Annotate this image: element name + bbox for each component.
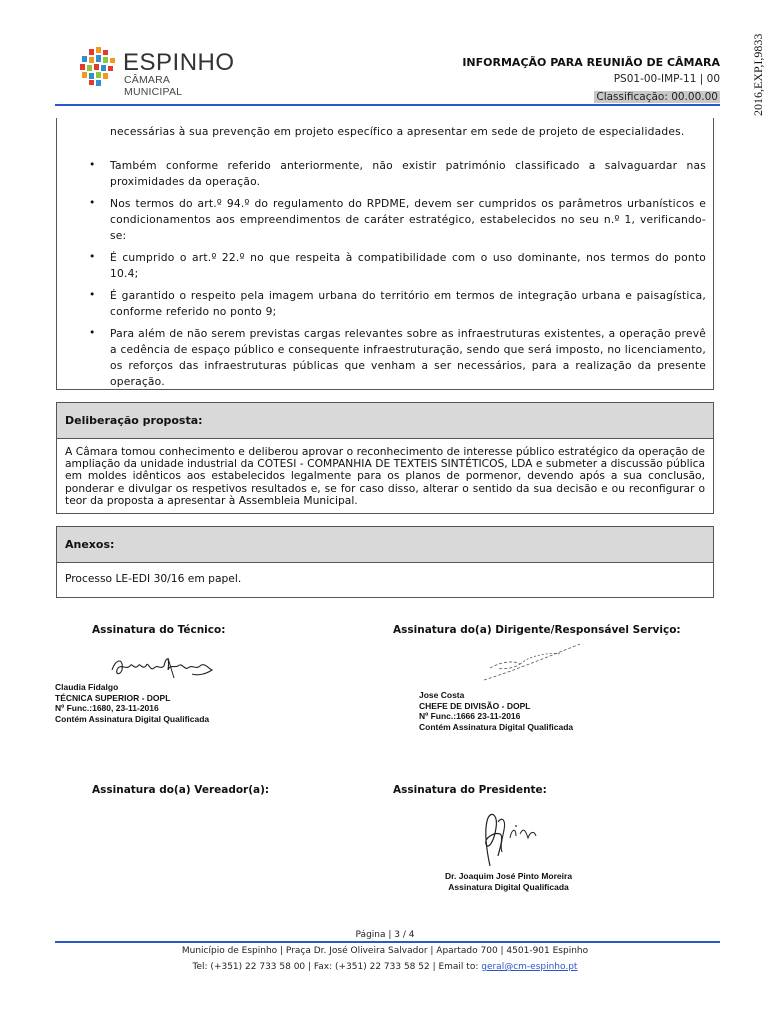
bullet-icon: •: [89, 326, 96, 339]
president-name: Dr. Joaquim José Pinto Moreira: [445, 871, 573, 881]
technician-role: TÉCNICA SUPERIOR - DOPL: [55, 692, 171, 703]
continued-paragraph: necessárias à sua prevenção em projeto específico a apresentar em sede de projeto de especialidades.: [110, 125, 685, 138]
list-item-text: Também conforme referido anteriormente, não existir património classificado a salvaguardar nas proximidades da operação.: [110, 159, 706, 188]
footer-address: Município de Espinho | Praça Dr. José Oliveira Salvador | Apartado 700 | 4501-901 Espinho: [181, 946, 589, 956]
technician-signature-label: Assinatura do Técnico:: [92, 624, 226, 636]
bullet-icon: •: [89, 250, 96, 263]
technician-signature-details: [55, 682, 209, 724]
municipality-logo: [79, 47, 235, 98]
footer-email-link[interactable]: geral@cm-espinho.pt: [481, 962, 578, 972]
technician-number-date: Nº Func.:1680, 23-11-2016: [55, 703, 159, 713]
footer-divider: [55, 941, 720, 943]
manager-signature-details: [419, 690, 573, 732]
footer-contacts-text: Tel: (+351) 22 733 58 00 | Fax: (+351) 22 733 58 52 | Email to:: [192, 962, 482, 972]
manager-digital-signature-note: Contém Assinatura Digital Qualificada: [419, 721, 574, 732]
manager-signature-image: [480, 640, 590, 688]
header-divider: [55, 104, 720, 106]
bullet-icon: •: [89, 288, 96, 301]
president-signature-image: [476, 808, 546, 870]
president-signature-label: Assinatura do Presidente:: [393, 784, 547, 796]
classification-badge: Classificação: 00.00.00: [596, 91, 718, 103]
bullet-icon: •: [89, 158, 96, 171]
attachments-heading: Anexos:: [57, 527, 713, 563]
logo-subtitle: CÂMARA MUNICIPAL: [124, 74, 183, 98]
deliberation-heading: Deliberação proposta:: [57, 403, 713, 439]
councillor-signature-label: Assinatura do(a) Vereador(a):: [92, 784, 270, 796]
footer-contacts: [0, 962, 770, 972]
list-item-text: É cumprido o art.º 22.º no que respeita à compatibilidade com o uso dominante, nos termos do ponto 10.4;: [110, 251, 706, 280]
manager-signature-label: Assinatura do(a) Dirigente/Responsável Serviço:: [393, 624, 681, 636]
president-signature-details: [445, 871, 572, 892]
list-item-text: Para além de não serem previstas cargas relevantes sobre as infraestruturas existentes, a operação prevê a cedência de espaço público e consequente infraestruturação, sendo que será imposto, no licenciamento, os reforços das infraestruturas públicas que venham a ser necessários, para a realização da presente operação.: [110, 327, 706, 388]
logo-mosaic-icon: [79, 47, 119, 87]
list-item-text: Nos termos do art.º 94.º do regulamento do RPDME, devem ser cumpridos os parâmetros urbanísticos e condicionamentos aos empreendimentos de caráter estratégico, estabelecidos no seu n.º 1, verificando-se:: [110, 197, 706, 242]
document-title: INFORMAÇÃO PARA REUNIÃO DE CÂMARA: [462, 56, 720, 69]
list-item-text: É garantido o respeito pela imagem urbana do território em termos de integração urbana e paisagística, conforme referido no ponto 9;: [110, 289, 706, 318]
manager-name: Jose Costa: [419, 690, 465, 700]
deliberation-text: A Câmara tomou conhecimento e deliberou aprovar o reconhecimento de interesse público estratégico da operação de ampliação da unidade industrial da COTESI - COMPANHIA DE TEXTEIS SINTÉTICOS, LDA e submeter a discussão pública em moldes idênticos aos estabelecidos legalmente para os planos de pormenor, devendo após a sua conclusão, ponderar e divulgar os respetivos resultados e, se for caso disso, alterar o sentido da sua decisão e ou reconfigurar o teor da proposta a apresentar à Assembleia Municipal.: [65, 445, 705, 507]
manager-number-date: Nº Func.:1666 23-11-2016: [419, 711, 521, 721]
attachments-section: [56, 526, 714, 598]
bullet-icon: •: [89, 196, 96, 209]
document-code: PS01-00-IMP-11 | 00: [613, 73, 720, 85]
president-digital-signature-note: Assinatura Digital Qualificada: [448, 881, 569, 892]
page-number: Página | 3 / 4: [355, 930, 415, 940]
attachments-text: Processo LE-EDI 30/16 em papel.: [65, 572, 242, 585]
document-header: [462, 56, 720, 104]
technician-signature-image: [108, 648, 218, 684]
analysis-section: [56, 118, 714, 390]
technician-digital-signature-note: Contém Assinatura Digital Qualificada: [55, 713, 210, 724]
deliberation-section: [56, 402, 714, 514]
logo-name: ESPINHO: [123, 49, 235, 76]
manager-role: CHEFE DE DIVISÃO - DOPL: [419, 700, 531, 711]
document-reference-number: 2016,EXP,I,9833: [751, 33, 765, 116]
technician-name: Claudia Fidalgo: [55, 682, 119, 692]
